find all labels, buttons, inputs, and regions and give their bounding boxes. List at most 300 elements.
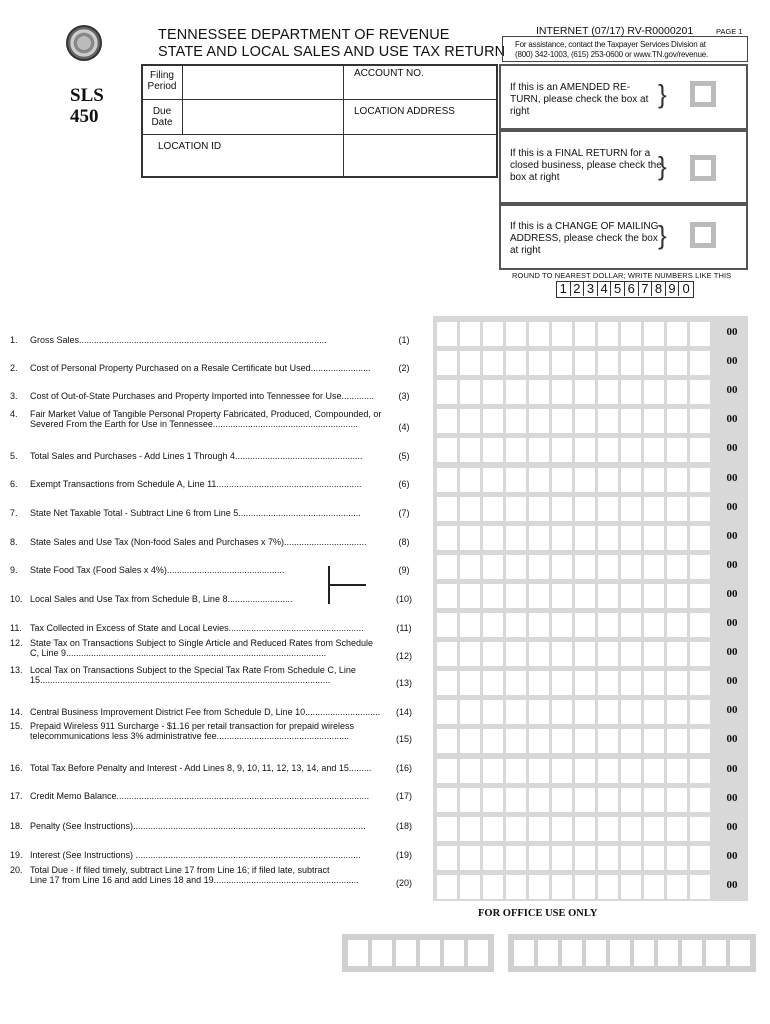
final-return-text: If this is a FINAL RETURN for a closed business, please check the box at right [510,148,662,183]
sample-digit: 2 [571,282,585,296]
digit-cell[interactable] [529,409,549,433]
digit-cell[interactable] [575,729,595,753]
digit-cell[interactable] [460,351,480,375]
digit-cell[interactable] [483,351,503,375]
digit-cell[interactable] [598,759,618,783]
digit-cell[interactable] [667,671,687,695]
amended-return-checkbox[interactable] [690,81,716,107]
digit-cell[interactable] [437,322,457,346]
digit-cell[interactable] [644,351,664,375]
digit-cell[interactable] [690,788,710,812]
digit-cell[interactable] [506,671,526,695]
digit-cell[interactable] [598,613,618,637]
digit-cell[interactable] [598,322,618,346]
line-number: 4. [10,409,18,419]
digit-cell[interactable] [460,380,480,404]
digit-cell[interactable] [690,438,710,462]
digit-cell[interactable] [598,497,618,521]
digit-cell[interactable] [552,322,572,346]
digit-cell[interactable] [690,322,710,346]
digit-cell[interactable] [483,409,503,433]
digit-cell[interactable] [667,642,687,666]
digit-cell[interactable] [575,642,595,666]
digit-cell[interactable] [667,729,687,753]
digit-cell[interactable] [483,817,503,841]
digit-cell[interactable] [437,729,457,753]
line-number: 19. [10,850,23,860]
digit-cell[interactable] [529,642,549,666]
digit-cell[interactable] [598,468,618,492]
line-number: 5. [10,451,18,461]
digit-cell[interactable] [575,788,595,812]
digit-cell[interactable] [644,671,664,695]
digit-cell[interactable] [437,468,457,492]
digit-cell[interactable] [575,409,595,433]
amount-row-10[interactable] [437,584,710,608]
digit-cell[interactable] [529,817,549,841]
digit-cell[interactable] [552,380,572,404]
cents-label: 00 [726,675,738,688]
line-reference: (17) [395,791,412,801]
cents-label: 00 [726,704,738,717]
digit-cell[interactable] [667,817,687,841]
digit-cell[interactable] [483,729,503,753]
amount-row-2[interactable] [437,351,710,375]
digit-cell[interactable] [667,700,687,724]
digit-cell[interactable] [483,759,503,783]
digit-cell[interactable] [621,438,641,462]
digit-cell[interactable] [575,526,595,550]
amount-row-13[interactable] [437,671,710,695]
digit-cell[interactable] [529,584,549,608]
digit-cell[interactable] [483,555,503,579]
digit-cell[interactable] [437,438,457,462]
digit-cell[interactable] [506,322,526,346]
digit-cell[interactable] [460,875,480,899]
digit-cell[interactable] [621,700,641,724]
amount-row-12[interactable] [437,642,710,666]
digit-cell[interactable] [690,380,710,404]
digit-cell[interactable] [667,526,687,550]
digit-cell[interactable] [529,468,549,492]
digit-cell[interactable] [690,526,710,550]
digit-cell[interactable] [575,846,595,870]
digit-cell[interactable] [529,788,549,812]
digit-cell[interactable] [575,351,595,375]
line-number: 18. [10,821,23,831]
amount-row-11[interactable] [437,613,710,637]
amount-row-18[interactable] [437,817,710,841]
digit-cell[interactable] [690,846,710,870]
digit-cell[interactable] [506,526,526,550]
line-number: 17. [10,791,23,801]
digit-cell[interactable] [667,497,687,521]
digit-cell[interactable] [529,497,549,521]
digit-cell[interactable] [598,817,618,841]
digit-cell[interactable] [437,817,457,841]
digit-cell[interactable] [621,380,641,404]
digit-cell[interactable] [460,642,480,666]
digit-cell[interactable] [575,700,595,724]
line-9-label [10,565,284,575]
digit-cell[interactable] [690,584,710,608]
digit-cell[interactable] [621,351,641,375]
digit-cell[interactable] [621,322,641,346]
digit-cell[interactable] [621,555,641,579]
digit-cell[interactable] [644,555,664,579]
digit-cell[interactable] [667,846,687,870]
digit-cell[interactable] [690,497,710,521]
filing-period-input[interactable] [184,66,341,98]
digit-cell[interactable] [437,584,457,608]
digit-cell[interactable] [460,788,480,812]
digit-cell[interactable] [621,613,641,637]
digit-cell[interactable] [437,846,457,870]
digit-cell[interactable] [506,584,526,608]
digit-cell[interactable] [644,438,664,462]
digit-cell[interactable] [667,468,687,492]
digit-cell[interactable] [483,846,503,870]
digit-cell[interactable] [644,817,664,841]
digit-cell[interactable] [552,875,572,899]
office-use-box-left [342,934,494,972]
cents-label: 00 [726,471,738,484]
amount-row-20[interactable] [437,875,710,899]
digit-cell[interactable] [621,788,641,812]
digit-cell[interactable] [690,642,710,666]
digit-cell[interactable] [460,438,480,462]
digit-cell[interactable] [483,322,503,346]
line-number: 3. [10,391,18,401]
digit-cell[interactable] [552,671,572,695]
digit-cell[interactable] [460,846,480,870]
digit-cell[interactable] [460,468,480,492]
digit-cell[interactable] [598,351,618,375]
digit-cell[interactable] [644,759,664,783]
amount-row-8[interactable] [437,526,710,550]
final-return-checkbox[interactable] [690,155,716,181]
digit-cell[interactable] [667,438,687,462]
digit-cell[interactable] [506,875,526,899]
digit-cell[interactable] [667,613,687,637]
due-date-input[interactable] [184,101,341,133]
digit-cell[interactable] [575,468,595,492]
digit-cell[interactable] [621,846,641,870]
digit-cell[interactable] [483,671,503,695]
amount-row-7[interactable] [437,497,710,521]
amount-row-16[interactable] [437,759,710,783]
digit-cell[interactable] [552,729,572,753]
digit-cell[interactable] [552,409,572,433]
page-number: PAGE 1 [716,27,743,36]
digit-cell[interactable] [437,613,457,637]
digit-cell[interactable] [667,351,687,375]
digit-cell[interactable] [690,468,710,492]
digit-cell[interactable] [644,788,664,812]
digit-cell[interactable] [644,642,664,666]
digit-cell[interactable] [621,497,641,521]
digit-cell[interactable] [529,438,549,462]
digit-cell[interactable] [644,497,664,521]
digit-cell[interactable] [667,584,687,608]
digit-cell[interactable] [529,875,549,899]
digit-cell[interactable] [598,846,618,870]
digit-cell[interactable] [667,555,687,579]
digit-cell[interactable] [437,642,457,666]
digit-cell[interactable] [644,468,664,492]
digit-cell[interactable] [667,409,687,433]
digit-cell[interactable] [552,526,572,550]
digit-cell[interactable] [690,817,710,841]
digit-cell[interactable] [529,380,549,404]
digit-cell[interactable] [690,700,710,724]
digit-cell[interactable] [460,700,480,724]
digit-cell[interactable] [529,700,549,724]
digit-cell[interactable] [552,846,572,870]
digit-cell[interactable] [483,497,503,521]
digit-cell[interactable] [667,322,687,346]
digit-cell[interactable] [460,497,480,521]
digit-cell[interactable] [552,817,572,841]
digit-cell[interactable] [621,526,641,550]
digit-cell[interactable] [437,759,457,783]
digit-cell[interactable] [552,584,572,608]
digit-cell[interactable] [529,759,549,783]
digit-cell[interactable] [667,788,687,812]
digit-cell[interactable] [460,409,480,433]
line-reference: (6) [398,479,410,489]
digit-cell[interactable] [483,584,503,608]
digit-cell[interactable] [460,729,480,753]
digit-cell[interactable] [621,671,641,695]
digit-cell[interactable] [575,438,595,462]
digit-cell[interactable] [552,700,572,724]
amount-row-19[interactable] [437,846,710,870]
digit-cell[interactable] [506,468,526,492]
digit-cell[interactable] [529,846,549,870]
line-14-label [10,707,380,717]
digit-cell[interactable] [667,380,687,404]
digit-cell[interactable] [644,613,664,637]
digit-cell[interactable] [529,613,549,637]
digit-cell[interactable] [483,438,503,462]
digit-cell[interactable] [437,380,457,404]
digit-cell[interactable] [437,526,457,550]
digit-cell[interactable] [598,642,618,666]
digit-cell[interactable] [598,875,618,899]
line-number: 11. [10,623,22,633]
line-description: State Tax on Transactions Subject to Single Article and Reduced Rates from Schedule [30,638,374,648]
digit-cell[interactable] [437,788,457,812]
digit-cell[interactable] [598,438,618,462]
digit-cell[interactable] [598,526,618,550]
digit-cell[interactable] [621,817,641,841]
digit-cell[interactable] [506,438,526,462]
digit-cell[interactable] [460,322,480,346]
digit-cell[interactable] [529,526,549,550]
amount-row-14[interactable] [437,700,710,724]
digit-cell[interactable] [575,584,595,608]
digit-cell[interactable] [552,759,572,783]
digit-cell[interactable] [460,759,480,783]
digit-cell[interactable] [598,380,618,404]
digit-cell[interactable] [621,729,641,753]
line-number: 16. [10,763,23,773]
digit-cell[interactable] [621,584,641,608]
digit-cell[interactable] [437,351,457,375]
digit-cell[interactable] [552,468,572,492]
digit-cell[interactable] [437,555,457,579]
digit-cell[interactable] [644,700,664,724]
digit-cell[interactable] [575,759,595,783]
line-description: Total Sales and Purchases - Add Lines 1 Through 4................................................... [30,451,363,461]
digit-cell[interactable] [644,846,664,870]
digit-cell[interactable] [483,700,503,724]
digit-cell[interactable] [644,875,664,899]
digit-cell[interactable] [506,817,526,841]
digit-cell[interactable] [460,555,480,579]
digit-cell[interactable] [644,409,664,433]
digit-cell[interactable] [506,380,526,404]
digit-cell[interactable] [667,875,687,899]
cents-label: 00 [726,733,738,746]
digit-cell[interactable] [552,613,572,637]
digit-cell[interactable] [460,526,480,550]
account-number-input[interactable] [345,80,496,98]
digit-cell[interactable] [644,584,664,608]
line-13-label [10,665,356,685]
digit-cell[interactable] [690,759,710,783]
digit-cell[interactable] [529,671,549,695]
digit-cell[interactable] [598,729,618,753]
digit-cell[interactable] [575,555,595,579]
digit-cell[interactable] [598,555,618,579]
amount-row-4[interactable] [437,409,710,433]
digit-cell[interactable] [644,729,664,753]
amount-row-6[interactable] [437,468,710,492]
location-id-input[interactable] [143,154,341,176]
digit-cell[interactable] [460,584,480,608]
line-12-label [10,638,373,658]
digit-cell[interactable] [529,351,549,375]
digit-cell[interactable] [598,788,618,812]
digit-cell[interactable] [506,729,526,753]
digit-cell[interactable] [529,322,549,346]
amount-row-1[interactable] [437,322,710,346]
digit-cell[interactable] [644,380,664,404]
amount-row-9[interactable] [437,555,710,579]
form-revision: INTERNET (07/17) RV-R0000201 [536,25,694,37]
digit-cell[interactable] [506,555,526,579]
digit-cell[interactable] [690,671,710,695]
digit-cell[interactable] [598,671,618,695]
digit-cell[interactable] [460,671,480,695]
digit-cell[interactable] [506,788,526,812]
digit-cell[interactable] [690,729,710,753]
digit-cell[interactable] [483,788,503,812]
digit-cell[interactable] [506,351,526,375]
line-number: 9. [10,565,18,575]
digit-cell[interactable] [552,788,572,812]
digit-cell[interactable] [690,555,710,579]
digit-cell[interactable] [690,613,710,637]
amount-row-15[interactable] [437,729,710,753]
digit-cell[interactable] [483,613,503,637]
digit-cell[interactable] [621,642,641,666]
digit-cell[interactable] [483,526,503,550]
line-number: 12. [10,638,23,648]
digit-cell[interactable] [483,380,503,404]
digit-cell[interactable] [598,409,618,433]
digit-cell[interactable] [506,846,526,870]
digit-cell[interactable] [598,700,618,724]
address-change-checkbox[interactable] [690,222,716,248]
amount-row-17[interactable] [437,788,710,812]
digit-cell[interactable] [506,759,526,783]
digit-cell[interactable] [644,526,664,550]
digit-cell[interactable] [621,468,641,492]
digit-cell[interactable] [644,322,664,346]
digit-cell[interactable] [690,351,710,375]
digit-cell[interactable] [575,613,595,637]
digit-cell[interactable] [437,700,457,724]
line-description: Local Sales and Use Tax from Schedule B, Line 8.......................... [30,594,293,604]
digit-cell[interactable] [460,613,480,637]
digit-cell[interactable] [621,875,641,899]
digit-cell[interactable] [621,409,641,433]
cents-label: 00 [726,849,738,862]
digit-cell[interactable] [506,409,526,433]
digit-cell[interactable] [483,642,503,666]
digit-cell[interactable] [483,468,503,492]
digit-cell[interactable] [575,322,595,346]
digit-cell[interactable] [598,584,618,608]
digit-cell[interactable] [575,671,595,695]
digit-cell[interactable] [667,759,687,783]
digit-cell[interactable] [575,497,595,521]
digit-cell[interactable] [690,409,710,433]
digit-cell[interactable] [437,497,457,521]
digit-cell[interactable] [621,759,641,783]
digit-cell[interactable] [437,671,457,695]
amount-row-3[interactable] [437,380,710,404]
digit-cell[interactable] [552,497,572,521]
digit-cell[interactable] [437,409,457,433]
digit-cell[interactable] [506,613,526,637]
line-description: Exempt Transactions from Schedule A, Line 11.......................................................... [30,479,362,489]
digit-cell[interactable] [529,555,549,579]
digit-cell[interactable] [483,875,503,899]
digit-cell[interactable] [506,497,526,521]
digit-cell[interactable] [506,642,526,666]
amount-row-5[interactable] [437,438,710,462]
digit-cell[interactable] [552,555,572,579]
digit-cell[interactable] [437,875,457,899]
digit-cell[interactable] [529,729,549,753]
digit-cell[interactable] [575,875,595,899]
digit-cell[interactable] [552,438,572,462]
digit-cell[interactable] [690,875,710,899]
digit-cell[interactable] [575,817,595,841]
sample-digit: 6 [625,282,639,296]
digit-cell[interactable] [460,817,480,841]
cents-label: 00 [726,442,738,455]
digit-cell[interactable] [506,700,526,724]
digit-cell[interactable] [552,642,572,666]
digit-cell[interactable] [575,380,595,404]
line-reference: (10) [395,594,412,604]
digit-cell[interactable] [552,351,572,375]
